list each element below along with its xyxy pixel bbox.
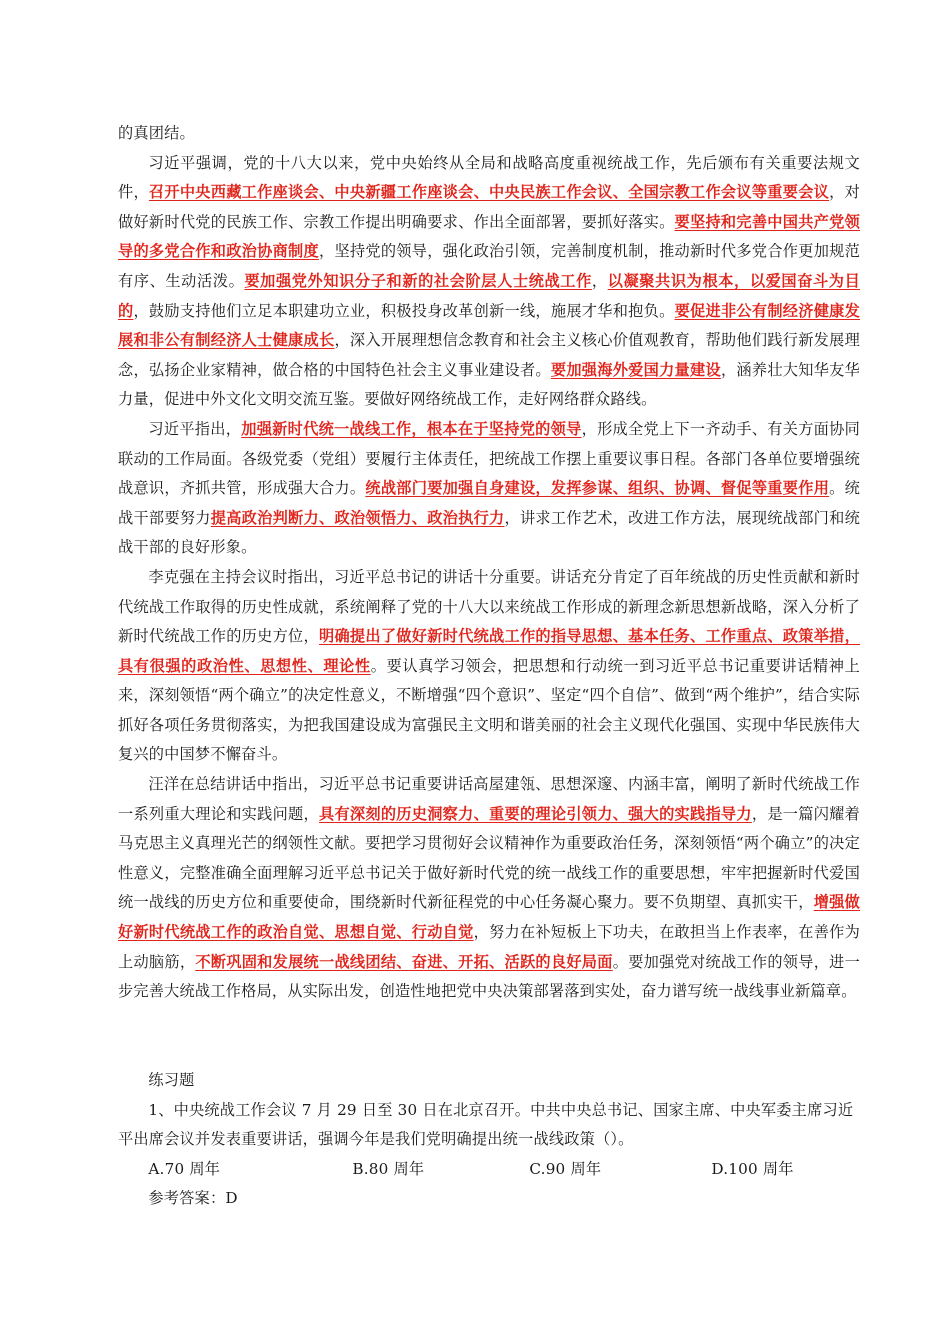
- text-run: 。统战干部要努力: [118, 479, 861, 527]
- highlighted-phrase: 统战部门要加强自身建设，发挥参谋、组织、协调、督促等重要作用: [365, 479, 830, 498]
- option-a: A.70 周年: [148, 1159, 221, 1178]
- text-run: ，涵养壮大知华友华力量，促进中外文化文明交流互鉴。要做好网络统战工作，走好网络群众路线。: [118, 360, 860, 409]
- text-run: 的真团结。: [118, 124, 195, 142]
- article-body: [118, 119, 860, 1007]
- text-run: ，讲求工作艺术，改进工作方法，展现统战部门和统战干部的良好形象。: [118, 508, 860, 557]
- highlighted-phrase: 增强做好新时代统战工作的政治自觉、思想自觉、行动自觉: [118, 893, 860, 942]
- text-run: 。要加强党对统战工作的领导，进一步完善大统战工作格局，从实际出发，创造性地把党中央决策部署落到实处，奋力谱写统一战线事业新篇章。: [118, 952, 861, 1001]
- highlighted-phrase: 具有深刻的历史洞察力、重要的理论引领力、强大的实践指导力: [318, 804, 752, 823]
- text-run: ，对做好新时代党的民族工作、宗教工作提出明确要求、作出全面部署，要抓好落实。: [118, 183, 860, 231]
- text-run: 习近平强调，党的十八大以来，党中央始终从全局和战略高度重视统战工作，先后颁布有关重要法规文件，: [118, 153, 860, 202]
- highlighted-phrase: 要加强海外爱国力量建设: [550, 360, 721, 379]
- exercise-heading: 练习题: [148, 1071, 195, 1089]
- text-run: ，形成全党上下一齐动手、有关方面协同联动的工作局面。各级党委（党组）要履行主体责任，把统战工作摆上重要议事日程。各部门各单位要增强统战意识，齐抓共管，形成强大合力。: [118, 419, 860, 498]
- text-run: ，鼓励支持他们立足本职建功立业，积极投身改革创新一线，施展才华和抱负。: [133, 301, 675, 320]
- highlighted-phrase: 要促进非公有制经济健康发展和非公有制经济人士健康成长: [118, 301, 861, 350]
- highlighted-phrase: 不断巩固和发展统一战线团结、奋进、开拓、活跃的良好局面: [195, 952, 613, 971]
- paragraph: [118, 119, 860, 149]
- exercise-question: 1、中央统战工作会议 7 月 29 日至 30 日在北京召开。中共中央总书记、国家主席、中央军委主席习近平出席会议并发表重要讲话，强调今年是我们党明确提出统一战线政策（）。: [118, 1100, 854, 1149]
- highlighted-phrase: 加强新时代统一战线工作，根本在于坚持党的领导: [241, 419, 582, 438]
- highlighted-phrase: 要坚持和完善中国共产党领导的多党合作和政治协商制度: [118, 212, 860, 261]
- text-run: ，坚持党的领导，强化政治引领，完善制度机制，推动新时代多党合作更加规范有序、生动活泼。: [118, 242, 860, 290]
- option-d: D.100 周年: [711, 1159, 794, 1178]
- highlighted-phrase: 要加强党外知识分子和新的社会阶层人士统战工作: [244, 271, 592, 290]
- reference-answer: 参考答案：D: [148, 1189, 238, 1208]
- text-run: 汪洋在总结讲话中指出，习近平总书记重要讲话高屋建瓴、思想深邃、内涵丰富，阐明了新时代统战工作一系列重大理论和实践问题，: [118, 775, 860, 823]
- highlighted-phrase: 以凝聚共识为根本，以爱国奋斗为目的: [118, 271, 860, 320]
- paragraph: [118, 770, 860, 1007]
- paragraph: [118, 415, 860, 563]
- answer-options: [148, 1155, 860, 1185]
- text-run: 。要认真学习领会，把思想和行动统一到习近平总书记重要讲话精神上来，深刻领悟“两个确立”的决定性意义，不断增强“四个意识”、坚定“四个自信”、做到“两个维护”，结合实际抓好各项任务贯彻落实，为把我国建设成为富强民主文明和谐美丽的社会主义现代化强国、实现中华民族伟大复兴的中国梦不懈奋斗。: [118, 656, 860, 764]
- paragraph: [118, 563, 860, 770]
- text-run: ，努力在补短板上下功夫，在敢担当上作表率，在善作为上动脑筋，: [118, 923, 860, 971]
- highlighted-phrase: 召开中央西藏工作座谈会、中央新疆工作座谈会、中央民族工作会议、全国宗教工作会议等重要会议: [148, 183, 830, 202]
- text-run: ，是一篇闪耀着马克思主义真理光芒的纲领性文献。要把学习贯彻好会议精神作为重要政治任务，深刻领悟“两个确立”的决定性意义，完整准确全面理解习近平总书记关于做好新时代党的统一战线工作的重要思想，牢牢把握新时代爱国统一战线的历史方位和重要使命，围绕新时代新征程党的中心任务凝心聚力。要不负期望、真抓实干，: [118, 804, 861, 912]
- paragraph: [118, 149, 860, 415]
- option-b: B.80 周年: [352, 1159, 425, 1178]
- text-run: ，: [591, 271, 608, 290]
- highlighted-phrase: 提高政治判断力、政治领悟力、政治执行力: [210, 508, 505, 527]
- text-run: ，深入开展理想信念教育和社会主义核心价值观教育，帮助他们践行新发展理念，弘扬企业家精神，做合格的中国特色社会主义事业建设者。: [118, 331, 860, 379]
- option-c: C.90 周年: [529, 1159, 602, 1178]
- text-run: 习近平指出，: [148, 419, 242, 438]
- text-run: 李克强在主持会议时指出，习近平总书记的讲话十分重要。讲话充分肯定了百年统战的历史性贡献和新时代统战工作取得的历史性成就，系统阐释了党的十八大以来统战工作形成的新理念新思想新战略，深入分析了新时代统战工作的历史方位，: [118, 567, 860, 646]
- highlighted-phrase: 明确提出了做好新时代统战工作的指导思想、基本任务、工作重点、政策举措，具有很强的政治性、思想性、理论性: [118, 627, 860, 675]
- exercise-section: [118, 1066, 860, 1214]
